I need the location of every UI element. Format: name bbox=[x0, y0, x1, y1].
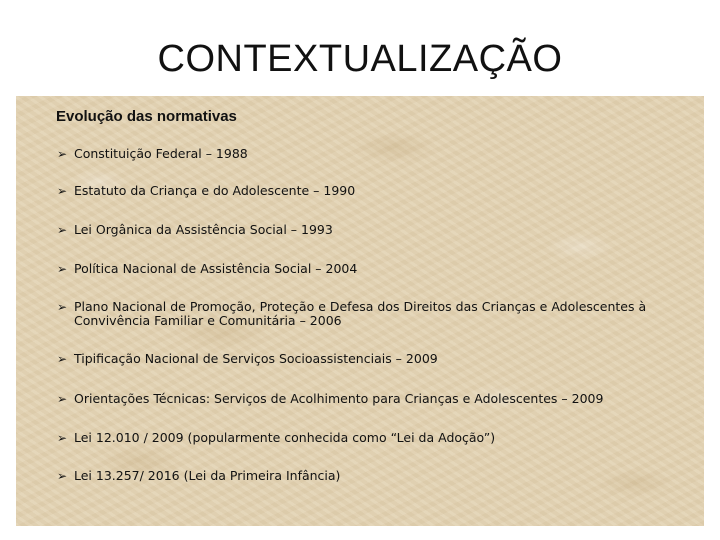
arrow-bullet-icon: ➢ bbox=[57, 431, 68, 445]
arrow-bullet-icon: ➢ bbox=[57, 352, 68, 366]
list-item-text: Plano Nacional de Promoção, Proteção e Defesa dos Direitos das Crianças e Adolescentes à Convivência Familiar e Comunitária – 2006 bbox=[74, 299, 647, 328]
list-item-text: Estatuto da Criança e do Adolescente – 1990 bbox=[74, 183, 356, 198]
arrow-bullet-icon: ➢ bbox=[57, 469, 68, 483]
list-item bbox=[57, 430, 694, 445]
list-item bbox=[57, 468, 694, 483]
list-item bbox=[57, 146, 694, 161]
list-item bbox=[57, 351, 694, 366]
list-item-text: Orientações Técnicas: Serviços de Acolhimento para Crianças e Adolescentes – 2009 bbox=[74, 391, 604, 406]
list-item bbox=[57, 261, 694, 276]
arrow-bullet-icon: ➢ bbox=[57, 300, 68, 314]
list-item-text: Política Nacional de Assistência Social – 2004 bbox=[74, 261, 358, 276]
arrow-bullet-icon: ➢ bbox=[57, 392, 68, 406]
arrow-bullet-icon: ➢ bbox=[57, 262, 68, 276]
arrow-bullet-icon: ➢ bbox=[57, 223, 68, 237]
list-item-text: Constituição Federal – 1988 bbox=[74, 146, 248, 161]
arrow-bullet-icon: ➢ bbox=[57, 184, 68, 198]
list-item-text: Lei 13.257/ 2016 (Lei da Primeira Infância) bbox=[74, 468, 341, 483]
section-subheading: Evolução das normativas bbox=[56, 108, 237, 125]
list-item bbox=[57, 391, 694, 406]
list-item-text: Lei Orgânica da Assistência Social – 1993 bbox=[74, 222, 333, 237]
list-item bbox=[57, 183, 694, 198]
list-item bbox=[57, 299, 694, 328]
list-item bbox=[57, 222, 694, 237]
content-panel bbox=[16, 96, 704, 526]
list-item-text: Tipificação Nacional de Serviços Socioassistenciais – 2009 bbox=[74, 351, 438, 366]
list-item-text: Lei 12.010 / 2009 (popularmente conhecida como “Lei da Adoção”) bbox=[74, 430, 496, 445]
arrow-bullet-icon: ➢ bbox=[57, 147, 68, 161]
slide-title: CONTEXTUALIZAÇÃO bbox=[157, 38, 563, 80]
